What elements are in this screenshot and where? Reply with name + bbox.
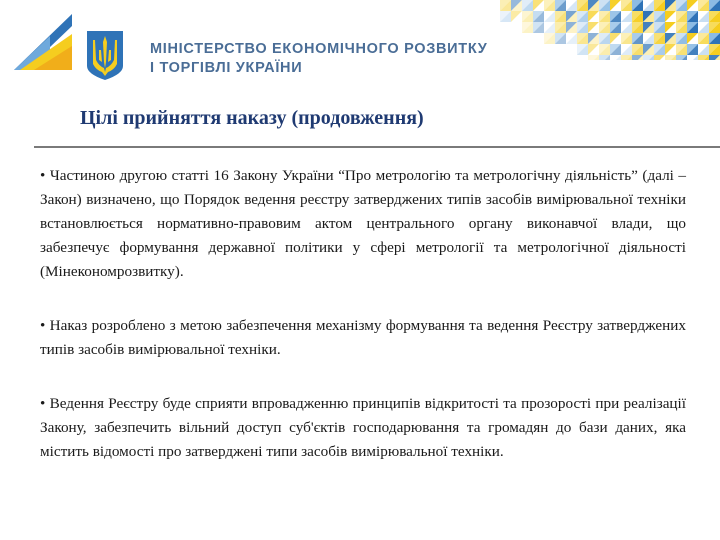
slide-title: Цілі прийняття наказу (продовження) [80, 107, 424, 129]
paragraph-3: • Ведення Реєстру буде сприяти впровадженню принципів відкритості та прозорості при реалізації Закону, забезпечить вільний доступ суб'єктів господарювання та громадян до бази даних, яка містить відомості про затверджені типи засобів вимірювальної техніки. [40, 395, 686, 460]
slide-body [40, 164, 686, 464]
ministry-logo-icon [10, 12, 74, 72]
ministry-name [150, 40, 488, 78]
ministry-name-line-1: МІНІСТЕРСТВО ЕКОНОМІЧНОГО РОЗВИТКУ [150, 41, 488, 57]
paragraph-1: • Частиною другою статті 16 Закону України “Про метрологію та метрологічну діяльність” (далі – Закон) визначено, що Порядок ведення реєстру затверджених типів засобів вимірювальної техніки встановлюється нормативно-правовим актом центрального органу виконавчої влади, що забезпечує формування державної політики у сфері метрології та метрологічної діяльності (Мінекономрозвитку). [40, 167, 686, 280]
paragraph-2: • Наказ розроблено з метою забезпечення механізму формування та ведення Реєстру затверджених типів засобів вимірювальної техніки. [40, 317, 686, 358]
trident-emblem-icon [84, 28, 126, 82]
ministry-name-line-2: І ТОРГІВЛІ УКРАЇНИ [150, 60, 303, 76]
title-divider [34, 146, 720, 148]
decorative-mosaic [500, 0, 720, 60]
